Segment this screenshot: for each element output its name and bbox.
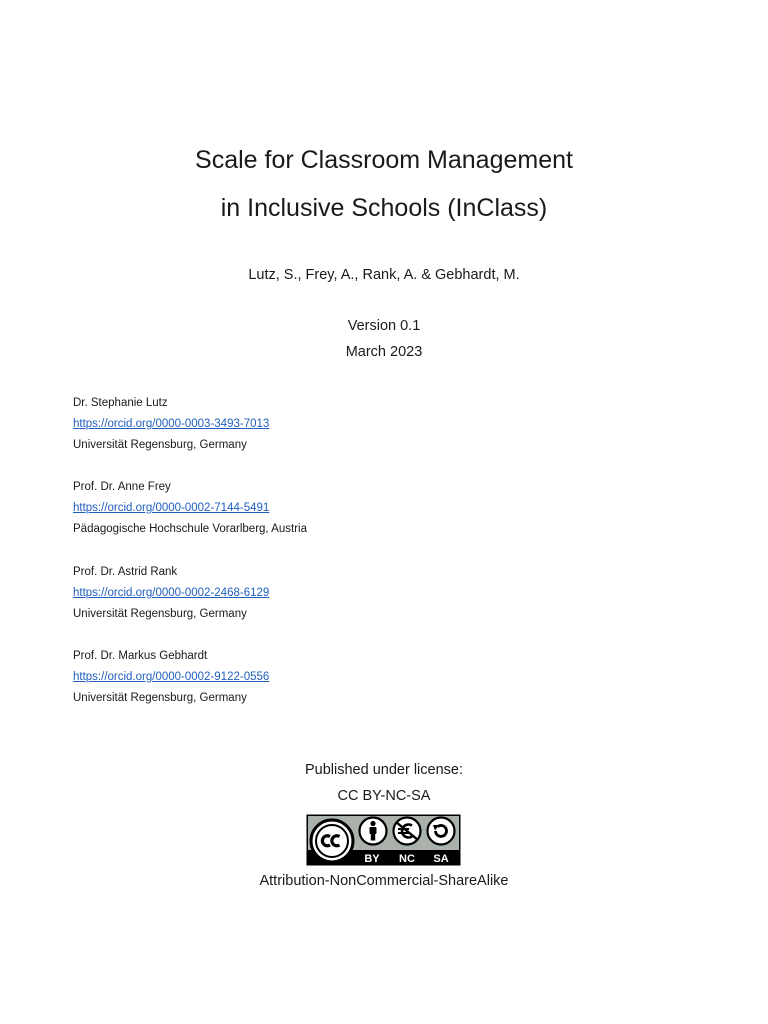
author-affiliation: Universität Regensburg, Germany <box>73 439 247 451</box>
orcid-link[interactable]: https://orcid.org/0000-0002-9122-0556 <box>73 671 270 683</box>
version-line: Version 0.1 <box>347 318 421 334</box>
authors-line: Lutz, S., Frey, A., Rank, A. & Gebhardt, M. <box>248 267 520 283</box>
date-line: March 2023 <box>345 344 423 360</box>
license-intro: Published under license: <box>305 762 463 778</box>
author-affiliation: Pädagogische Hochschule Vorarlberg, Austria <box>73 523 307 535</box>
author-name: Prof. Dr. Astrid Rank <box>73 566 178 578</box>
cc-license-badge <box>306 814 461 866</box>
author-name: Prof. Dr. Markus Gebhardt <box>73 650 208 662</box>
badge-label-nc: NC <box>399 853 415 865</box>
badge-label-by: BY <box>364 853 380 865</box>
cc-icon <box>311 820 353 862</box>
attribution-icon <box>360 818 387 845</box>
author-name: Prof. Dr. Anne Frey <box>73 481 171 493</box>
orcid-link[interactable]: https://orcid.org/0000-0003-3493-7013 <box>73 418 270 430</box>
license-full-name: Attribution-NonCommercial-ShareAlike <box>259 873 509 889</box>
author-affiliation: Universität Regensburg, Germany <box>73 608 247 620</box>
license-name: CC BY-NC-SA <box>337 788 431 804</box>
noncommercial-icon <box>394 818 421 845</box>
document-title-line-2: in Inclusive Schools (InClass) <box>220 194 548 222</box>
document-title-line-1: Scale for Classroom Management <box>195 146 573 174</box>
badge-label-sa: SA <box>433 853 449 865</box>
author-name: Dr. Stephanie Lutz <box>73 397 168 409</box>
orcid-link[interactable]: https://orcid.org/0000-0002-2468-6129 <box>73 587 270 599</box>
sharealike-icon <box>428 818 455 845</box>
orcid-link[interactable]: https://orcid.org/0000-0002-7144-5491 <box>73 502 270 514</box>
author-affiliation: Universität Regensburg, Germany <box>73 692 247 704</box>
